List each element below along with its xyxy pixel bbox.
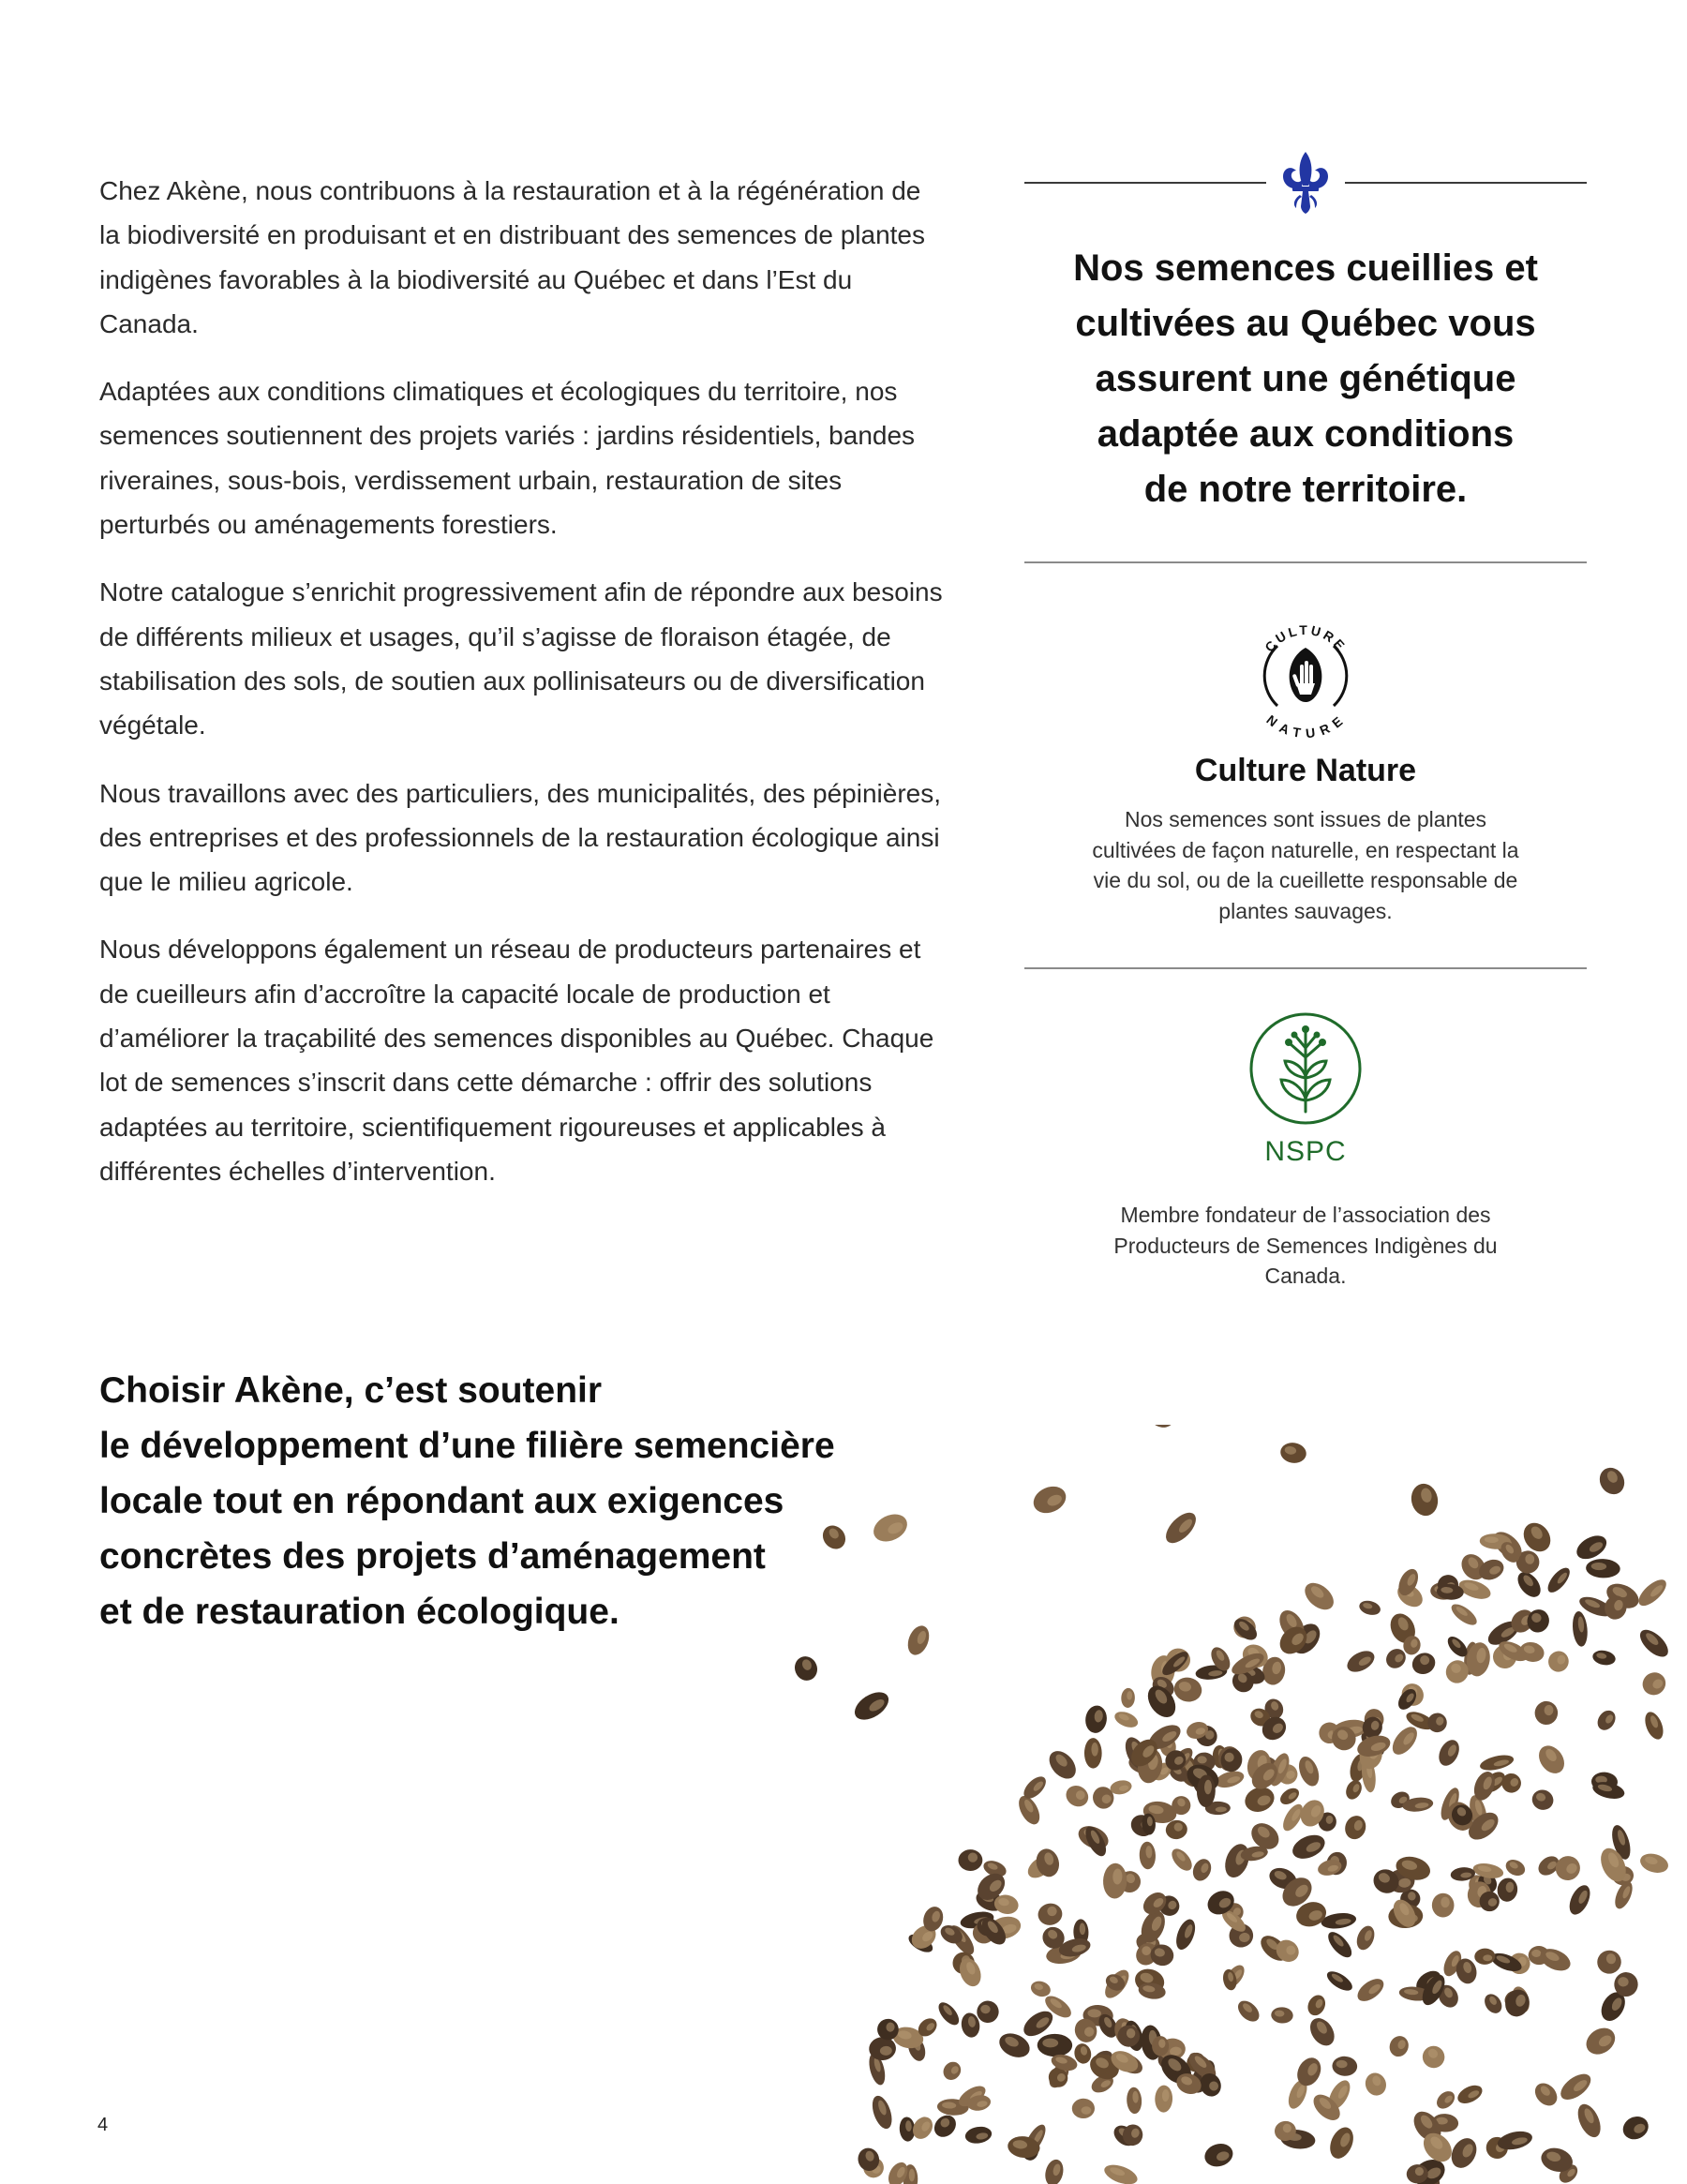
page-number: 4 xyxy=(97,2115,109,2135)
culture-nature-title: Culture Nature xyxy=(1194,753,1417,788)
nspc-label: NSPC xyxy=(1264,1136,1347,1167)
intro-paragraph: Nous travaillons avec des particuliers, des municipalités, des pépinières, des entreprises et des professionnels de la restauration écologique ainsi que le milieu agricole. xyxy=(99,778,941,897)
fleur-de-lis-icon xyxy=(1276,148,1336,217)
svg-text:NATURE xyxy=(1263,711,1347,740)
divider-line xyxy=(1024,182,1266,184)
closing-line: concrètes des projets d’aménagement xyxy=(99,1536,766,1577)
closing-line: Choisir Akène, c’est soutenir xyxy=(99,1370,603,1411)
fleur-divider xyxy=(1024,136,1587,230)
sidebar xyxy=(1024,136,1587,1292)
intro-paragraph: Notre catalogue s’enrichit progressivement afin de répondre aux besoins de différents milieux et usages, qu’il s’agisse de floraison étagée, de stabilisation des sols, de soutien aux pollinisateurs ou de diversification végétale. xyxy=(99,577,943,740)
quote-line: de notre territoire. xyxy=(1143,469,1468,510)
quote-line: assurent une génétique xyxy=(1095,358,1516,399)
seeds-image xyxy=(769,1425,1687,2184)
quote-line: adaptée aux conditions xyxy=(1097,413,1515,455)
intro-paragraph: Nous développons également un réseau de producteurs partenaires et de cueilleurs afin d’accroître la capacité locale de production et d’améliorer la traçabilité des semences disponibles au Québec. Chaque lot de semences s’inscrit dans cette démarche : offrir des solutions adaptées au territoire, scientifiquement rigoureuses et applicables à différentes échelles d’intervention. xyxy=(99,935,934,1186)
section-divider xyxy=(1024,967,1587,969)
logo-top-text: CULTURE xyxy=(1262,621,1350,655)
closing-line: et de restauration écologique. xyxy=(99,1592,620,1632)
closing-line: le développement d’une filière semencière xyxy=(99,1426,835,1466)
intro-paragraph: Adaptées aux conditions climatiques et écologiques du territoire, nos semences soutiennent des projets variés : jardins résidentiels, bandes riveraines, sous-bois, verdissement urbain, restauration de sites perturbés ou aménagements forestiers. xyxy=(99,377,916,540)
nspc-description: Membre fondateur de l’association des Producteurs de Semences Indigènes du Canada. xyxy=(1113,1203,1498,1288)
quote-line: cultivées au Québec vous xyxy=(1075,303,1536,344)
quote-line: Nos semences cueillies et xyxy=(1073,247,1538,289)
section-divider xyxy=(1024,561,1587,563)
nspc-logo xyxy=(1024,1010,1587,1127)
culture-nature-description: Nos semences sont issues de plantes cultivées de façon naturelle, en respectant la vie du sol, ou de la cueillette responsable de plantes sauvages. xyxy=(1092,807,1519,923)
intro-text xyxy=(99,169,943,1217)
culture-nature-logo xyxy=(1024,608,1587,740)
highlight-quote xyxy=(1024,241,1587,517)
intro-paragraph: Chez Akène, nous contribuons à la restauration et à la régénération de la biodiversité en produisant et en distribuant des semences de plantes indigènes favorables à la biodiversité au Québec et dans l’Est du Canada. xyxy=(99,176,925,338)
logo-bottom-text: NATURE xyxy=(1263,711,1348,740)
closing-line: locale tout en répondant aux exigences xyxy=(99,1481,784,1521)
divider-line xyxy=(1345,182,1587,184)
